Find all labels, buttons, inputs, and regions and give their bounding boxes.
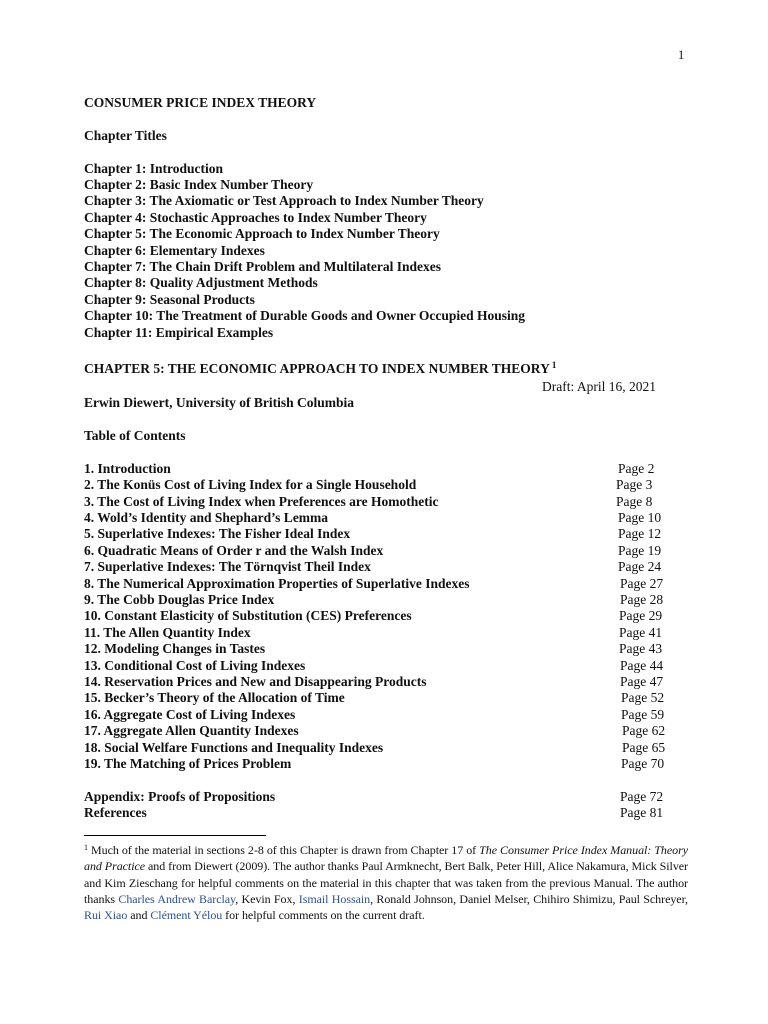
toc-entry — [84, 559, 688, 575]
toc-entry — [84, 674, 688, 690]
toc-entry-page: Page 3 — [616, 477, 653, 493]
footnote-name-link[interactable]: Charles Andrew Barclay — [118, 891, 236, 906]
footnote-name-link[interactable]: Clément Yélou — [150, 908, 223, 923]
toc-heading: Table of Contents — [84, 428, 186, 444]
toc-entry-title: 17. Aggregate Allen Quantity Indexes — [84, 723, 299, 739]
toc-entry-page: Page 28 — [620, 591, 664, 607]
toc-entry-page: Page 2 — [618, 460, 655, 476]
chapter-item: Chapter 3: The Axiomatic or Test Approach to Index Number Theory — [84, 193, 484, 209]
toc-entry — [84, 494, 688, 510]
toc-entry-title: 19. The Matching of Prices Problem — [84, 755, 292, 771]
toc-entry-page: Page 44 — [620, 657, 664, 673]
chapter-item: Chapter 2: Basic Index Number Theory — [84, 177, 314, 192]
toc-entry — [84, 707, 688, 723]
toc-entry-title: 18. Social Welfare Functions and Inequality Indexes — [84, 739, 384, 755]
draft-date: Draft: April 16, 2021 — [542, 378, 656, 394]
footnote-text: , Ronald Johnson, Daniel Melser, Chihiro Shimizu, Paul Schreyer, — [370, 891, 688, 906]
toc-entry — [84, 526, 688, 542]
author-line: Erwin Diewert, University of British Columbia — [84, 395, 354, 411]
chapter-item: Chapter 1: Introduction — [84, 160, 224, 176]
footnote-text: for helpful comments on the current draft. — [222, 908, 425, 923]
toc-entry-title: 11. The Allen Quantity Index — [84, 624, 251, 640]
toc-entry-title: 14. Reservation Prices and New and Disappearing Products — [84, 673, 427, 689]
chapter-titles-heading: Chapter Titles — [84, 127, 167, 143]
toc-entry-title: 16. Aggregate Cost of Living Indexes — [84, 706, 296, 722]
toc-entry — [84, 723, 688, 739]
chapter5-title-text: CHAPTER 5: THE ECONOMIC APPROACH TO INDEX NUMBER THEORY — [84, 361, 550, 377]
toc-entry-page: Page 29 — [619, 608, 663, 624]
footnote — [84, 840, 688, 923]
footnote-name-link[interactable]: Ismail Hossain — [298, 891, 371, 906]
toc-entry-page: Page 47 — [620, 673, 664, 689]
chapter-item: Chapter 10: The Treatment of Durable Goods and Owner Occupied Housing — [84, 308, 526, 324]
toc-entry — [84, 658, 688, 674]
toc-entry-page: Page 81 — [620, 805, 664, 821]
toc-entry — [84, 543, 688, 559]
footnote-reference[interactable]: 1 — [551, 360, 557, 371]
toc-entry — [84, 740, 688, 756]
toc-entry — [84, 756, 688, 772]
footnote-separator — [84, 835, 266, 836]
chapter-item: Chapter 5: The Economic Approach to Index Number Theory — [84, 226, 440, 242]
chapter-item: Chapter 11: Empirical Examples — [84, 324, 274, 340]
toc-entry-page: Page 12 — [618, 526, 662, 542]
toc-entry — [84, 608, 688, 624]
toc-entry-page: Page 19 — [618, 542, 662, 558]
chapter-item: Chapter 6: Elementary Indexes — [84, 242, 265, 258]
toc-entry — [84, 576, 688, 592]
toc-entry-title: 3. The Cost of Living Index when Preferences are Homothetic — [84, 493, 439, 509]
toc-entry — [84, 592, 688, 608]
footnote-book-title: The Consumer Price Index Manual: Theory and Practice — [84, 843, 689, 874]
toc-entry-page: Page 24 — [618, 559, 662, 575]
toc-entry-title: 15. Becker’s Theory of the Allocation of Time — [84, 690, 345, 706]
toc-entry-title: 2. The Konüs Cost of Living Index for a Single Household — [84, 477, 417, 493]
footnote-text: and — [127, 908, 151, 923]
table-of-contents — [84, 461, 688, 822]
toc-entry-title: Appendix: Proofs of Propositions — [84, 788, 276, 804]
page-content — [84, 95, 688, 821]
toc-entry-references — [84, 805, 688, 821]
toc-entry — [84, 477, 688, 493]
chapter-item: Chapter 7: The Chain Drift Problem and Multilateral Indexes — [84, 259, 441, 275]
toc-entry-title: References — [84, 805, 147, 821]
toc-entry-page: Page 59 — [621, 706, 665, 722]
toc-entry-title: 6. Quadratic Means of Order r and the Walsh Index — [84, 542, 384, 558]
toc-entry-page: Page 72 — [620, 788, 664, 804]
toc-entry-title: 7. Superlative Indexes: The Törnqvist Theil Index — [84, 559, 371, 575]
toc-entry-title: 12. Modeling Changes in Tastes — [84, 641, 266, 657]
chapter5-title — [84, 357, 688, 377]
toc-entry-page: Page 27 — [620, 575, 664, 591]
toc-entry — [84, 510, 688, 526]
toc-entry-appendix — [84, 789, 688, 805]
toc-entry-page: Page 10 — [618, 510, 662, 526]
toc-entry-title: 1. Introduction — [84, 460, 171, 476]
toc-entry-page: Page 8 — [616, 493, 653, 509]
toc-entry-page: Page 62 — [622, 723, 666, 739]
chapter-item: Chapter 9: Seasonal Products — [84, 291, 255, 307]
footnote-name-link[interactable]: Rui Xiao — [84, 908, 128, 923]
footnote-marker: 1 — [84, 843, 88, 852]
chapter-list — [84, 161, 688, 341]
toc-entry-page: Page 43 — [619, 641, 663, 657]
footnote-text: Much of the material in sections 2-8 of this Chapter is drawn from Chapter 17 of — [87, 843, 480, 857]
page-number: 1 — [678, 48, 685, 62]
toc-entry — [84, 625, 688, 641]
toc-entry-page: Page 65 — [622, 739, 666, 755]
footnote-text: and from Diewert (2009). The author thanks Paul Armknecht, Bert Balk, Peter Hill, Alice Nakamura, Mick Silver and Kim Zieschang for helpful comments on the material in this chapter that was taken from the previous Manual. The author thanks — [84, 859, 688, 906]
chapter-item: Chapter 8: Quality Adjustment Methods — [84, 275, 318, 291]
toc-entry-title: 13. Conditional Cost of Living Indexes — [84, 657, 306, 673]
toc-entry-title: 8. The Numerical Approximation Properties of Superlative Indexes — [84, 575, 470, 591]
toc-entry-title: 5. Superlative Indexes: The Fisher Ideal Index — [84, 526, 351, 542]
toc-entry — [84, 641, 688, 657]
toc-entry-page: Page 70 — [621, 755, 665, 771]
toc-entry-title: 4. Wold’s Identity and Shephard’s Lemma — [84, 510, 329, 526]
toc-entry — [84, 461, 688, 477]
footnote-text: , Kevin Fox, — [235, 891, 299, 906]
toc-entry-page: Page 41 — [619, 624, 663, 640]
document-title: CONSUMER PRICE INDEX THEORY — [84, 95, 317, 110]
chapter-item: Chapter 4: Stochastic Approaches to Index Number Theory — [84, 209, 427, 225]
toc-entry-title: 9. The Cobb Douglas Price Index — [84, 591, 275, 607]
toc-entry — [84, 690, 688, 706]
toc-entry-page: Page 52 — [621, 690, 665, 706]
toc-entry-title: 10. Constant Elasticity of Substitution (CES) Preferences — [84, 608, 412, 624]
